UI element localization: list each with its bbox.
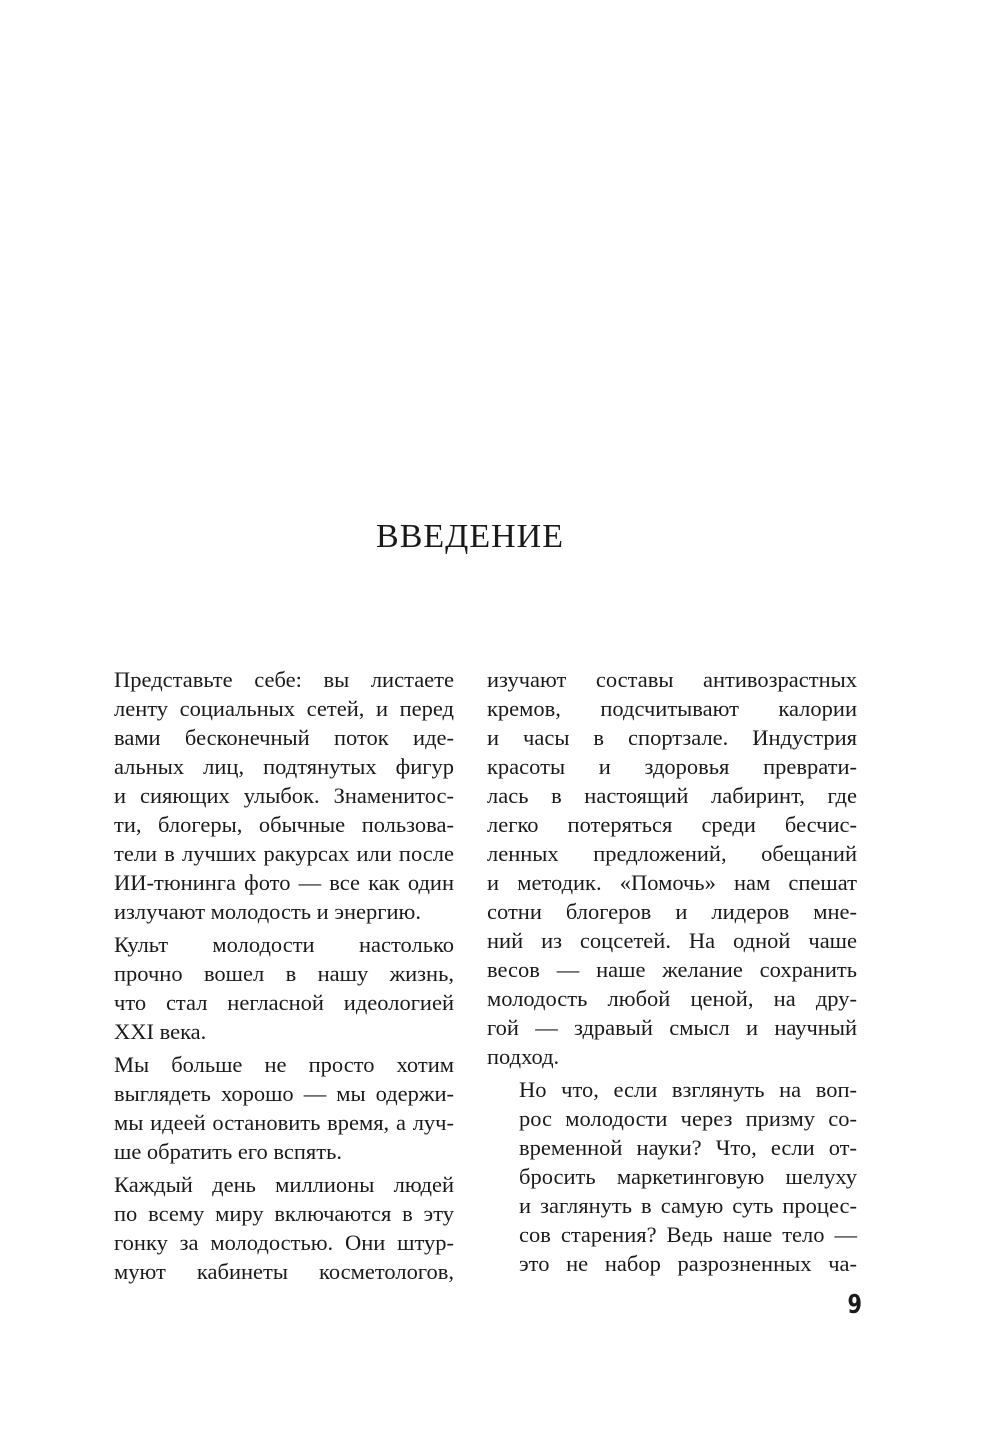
text-line: гой — здравый смысл и научный (487, 1015, 857, 1040)
text-line: красоты и здоровья преврати- (487, 754, 857, 779)
text-line: и заглянуть в самую суть процес- (519, 1193, 857, 1218)
text-line: альных лиц, подтянутых фигур (114, 754, 454, 779)
text-line: Мы больше не просто хотим (114, 1052, 454, 1077)
text-line: временной науки? Что, если от- (519, 1135, 857, 1160)
paragraph (82, 1170, 454, 1286)
text-line: излучают молодость и энергию. (114, 899, 421, 924)
text-line: что стал негласной идеологией (114, 990, 454, 1015)
text-line: Каждый день миллионы людей (114, 1172, 454, 1197)
text-line: бросить маркетинговую шелуху (519, 1164, 857, 1189)
text-line: подход. (487, 1044, 560, 1069)
text-line: Представьте себе: вы листаете (114, 667, 454, 692)
text-line: ИИ-тюнинга фото — все как один (114, 870, 454, 895)
text-line: ленту социальных сетей, и перед (114, 696, 454, 721)
text-line: по всему миру включаются в эту (114, 1201, 454, 1226)
text-line: и методик. «Помочь» нам спешат (487, 870, 857, 895)
text-line: сов старения? Ведь наше тело — (519, 1222, 857, 1247)
text-line: ше обратить его вспять. (114, 1139, 342, 1164)
paragraph (82, 1050, 454, 1166)
text-line: ленных предложений, обещаний (487, 841, 857, 866)
paragraph (487, 665, 857, 1071)
text-line: лась в настоящий лабиринт, где (487, 783, 857, 808)
text-line: и сияющих улыбок. Знаменитос- (114, 783, 454, 808)
text-line: и часы в спортзале. Индустрия (487, 725, 857, 750)
page-number: 9 (847, 1290, 862, 1320)
text-line: ти, блогеры, обычные пользова- (114, 812, 454, 837)
text-line: XXI века. (114, 1019, 207, 1044)
text-line: гонку за молодостью. Они штур- (114, 1230, 454, 1255)
text-line: вами бесконечный поток иде- (114, 725, 454, 750)
text-line: ний из соцсетей. На одной чаше (487, 928, 857, 953)
text-line: муют кабинеты косметологов, (114, 1259, 454, 1284)
paragraph (82, 930, 454, 1046)
text-line: Но что, если взглянуть на воп- (519, 1077, 857, 1102)
text-line: легко потеряться среди бесчис- (487, 812, 857, 837)
text-line: тели в лучших ракурсах или после (114, 841, 454, 866)
text-line: мы идеей остановить время, а луч- (114, 1110, 454, 1135)
text-line: кремов, подсчитывают калории (487, 696, 857, 721)
text-line: выглядеть хорошо — мы одержи- (114, 1081, 454, 1106)
left-column (82, 665, 454, 1290)
text-line: сотни блогеров и лидеров мне- (487, 899, 857, 924)
text-line: Культ молодости настолько (114, 932, 454, 957)
text-line: рос молодости через призму со- (519, 1106, 857, 1131)
paragraph (82, 665, 454, 926)
text-line: изучают составы антивозрастных (487, 667, 857, 692)
paragraph (487, 1075, 857, 1278)
chapter-title: ВВЕДЕНИЕ (376, 518, 564, 555)
right-column (487, 665, 857, 1282)
text-line: это не набор разрозненных ча- (519, 1251, 857, 1276)
text-line: молодость любой ценой, на дру- (487, 986, 857, 1011)
text-line: весов — наше желание сохранить (487, 957, 857, 982)
text-line: прочно вошел в нашу жизнь, (114, 961, 454, 986)
